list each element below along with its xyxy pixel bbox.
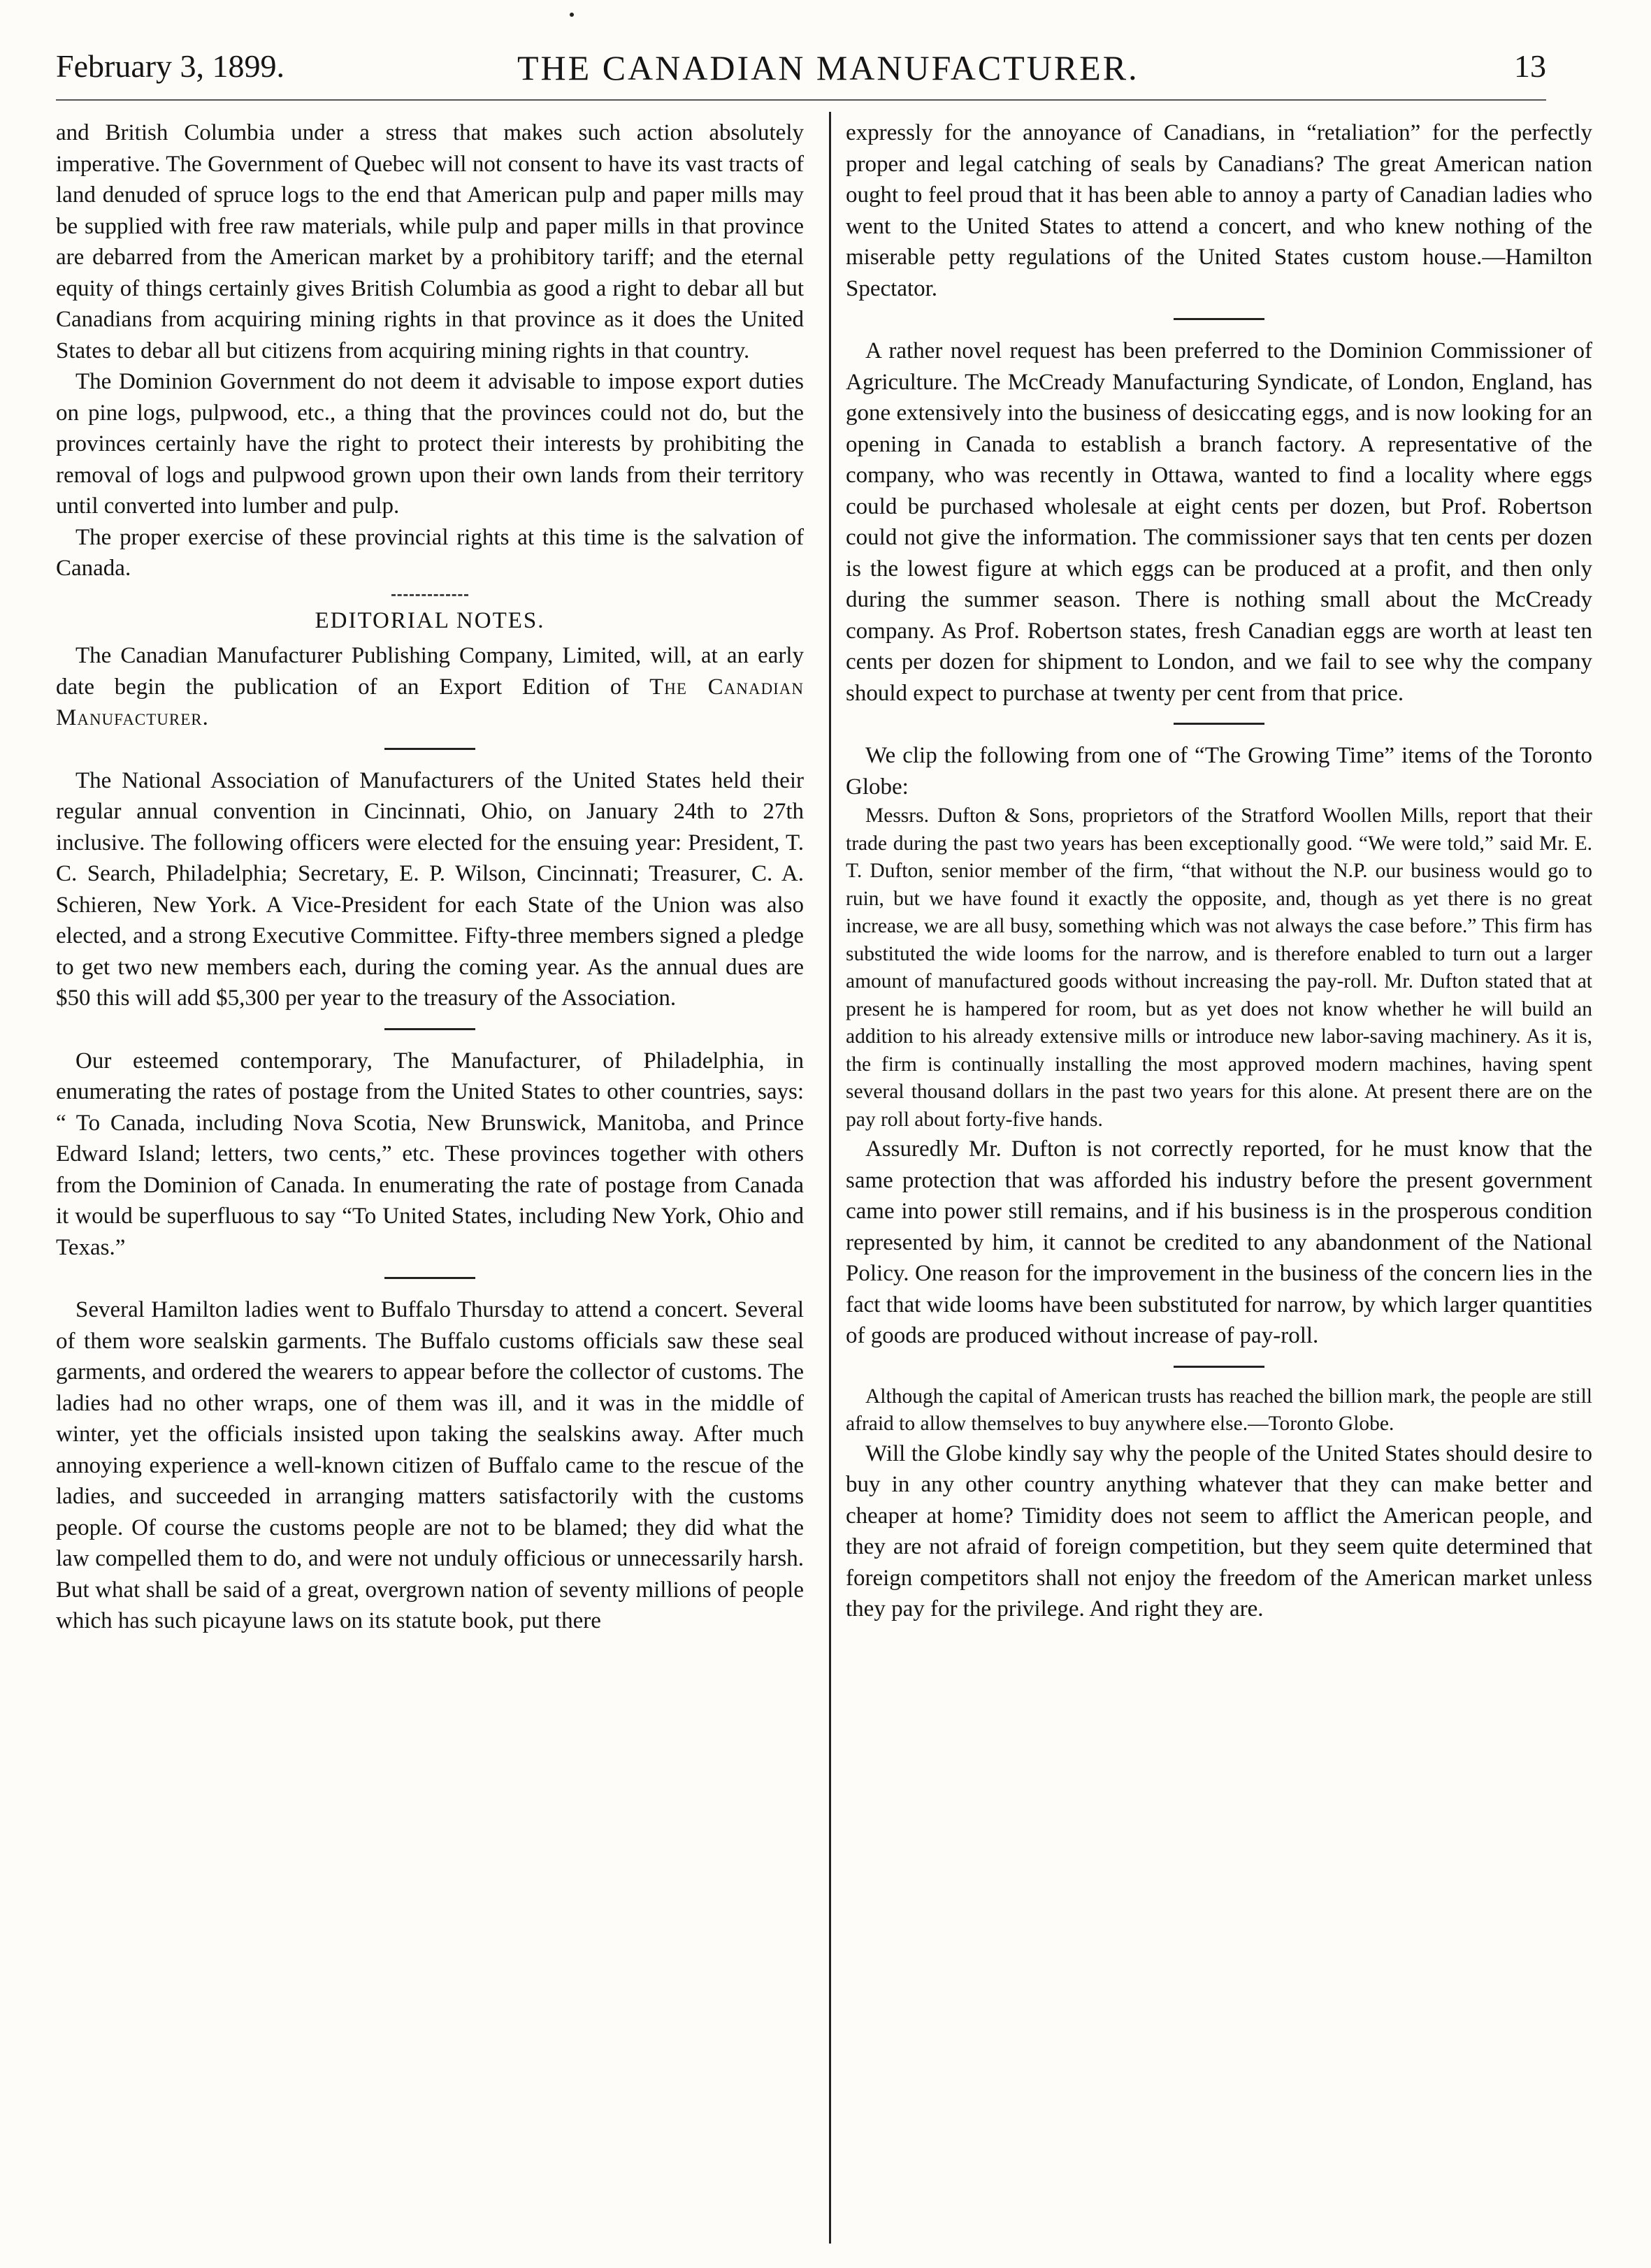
article-paragraph: A rather novel request has been preferred to the Dominion Commissioner of Agriculture. The McCready Manufacturing Syndicate, of London, England, has gone extensively into the business of desiccating eggs, and is now looking for an opening in Canada to establish a branch factory. A representative of the company, who was recently in Ottawa, wanted to find a locality where eggs could be purchased wholesale at eight cents per dozen, but Prof. Robertson could not give the information. The commissioner says that ten cents per dozen is the lowest figure at which eggs can be produced at a profit, and then only during the summer season. There is nothing small about the McCready company. As Prof. Robertson states, fresh Canadian eggs are worth at least ten cents per dozen for shipment to London, and we fail to see why the company should expect to purchase at twenty per cent from that price.	[846, 338, 1592, 706]
publication-name: The Canadian Manufacturer.	[56, 674, 804, 730]
section-separator	[391, 594, 468, 598]
section-heading: EDITORIAL NOTES.	[315, 607, 545, 633]
section-separator	[1174, 318, 1264, 320]
page-header	[56, 48, 1546, 96]
section-separator	[1174, 1366, 1264, 1368]
article-paragraph: The Dominion Government do not deem it advisable to impose export duties on pine logs, pulpwood, etc., a thing that the provinces could not do, but the provinces certainly have the right to protect their interests by prohibiting the removal of logs and pulpwood grown upon their own lands from their territory until converted into lumber and pulp.	[56, 369, 804, 519]
quoted-paragraph: Although the capital of American trusts has reached the billion mark, the people are still afraid to allow themselves to buy anywhere else.—Toronto Globe.	[846, 1385, 1592, 1435]
article-paragraph: The proper exercise of these provincial rights at this time is the salvation of Canada.	[56, 524, 804, 581]
article-paragraph: Our esteemed contemporary, The Manufacturer, of Philadelphia, in enumerating the rates of postage from the United States to other countries, says: “ To Canada, including Nova Scotia, New Brunswick, Manitoba, and Prince Edward Island; letters, two cents,” etc. These provinces together with others from the Dominion of Canada. In enumerating the rate of postage from Canada it would be superfluous to say “To United States, including New York, Ohio and Texas.”	[56, 1048, 804, 1260]
article-paragraph: Several Hamilton ladies went to Buffalo Thursday to attend a concert. Several of them wore sealskin garments. The Buffalo customs officials saw these seal garments, and ordered the wearers to appear before the collector of customs. The ladies had no other wraps, one of them was ill, and it was in the middle of winter, yet the officials insisted upon taking the sealskins away. After much annoying experience a well-known citizen of Buffalo came to the rescue of the ladies, and succeeded in arranging matters satisfactorily with the customs people. Of course the customs people are not to be blamed; they did what the law compelled them to do, and were not unduly officious or unnecessarily harsh. But what shall be said of a great, overgrown nation of seventy millions of people which has such picayune laws on its statute book, put there	[56, 1297, 804, 1633]
article-paragraph: expressly for the annoyance of Canadians, in “retaliation” for the perfectly proper and legal catching of seals by Canadians? The great American nation ought to feel proud that it has been able to annoy a party of Canadian ladies who went to the United States to attend a concert, and who knew nothing of the miserable petty regulations of the United States custom house.—Hamilton Spectator.	[846, 120, 1592, 301]
page-number: 13	[1514, 48, 1546, 84]
article-paragraph: We clip the following from one of “The Growing Time” items of the Toronto Globe:	[846, 743, 1592, 800]
left-column	[56, 117, 804, 1637]
section-separator	[384, 1028, 475, 1030]
article-paragraph: The National Association of Manufacturers of the United States held their regular annual convention in Cincinnati, Ohio, on January 24th to 27th inclusive. The following officers were elected for the ensuing year: President, T. C. Search, Philadelphia; Secretary, E. P. Wilson, Cincinnati; Treasurer, C. A. Schieren, New York. A Vice-President for each State of the Union was also elected, and a strong Executive Committee. Fifty-three members signed a pledge to get two new members each, during the coming year. As the annual dues are $50 this will add $5,300 per year to the treasury of the Association.	[56, 767, 804, 1011]
right-column	[846, 117, 1592, 1625]
column-divider	[829, 112, 831, 2244]
article-paragraph: Assuredly Mr. Dufton is not correctly reported, for he must know that the same protection that was afforded his industry before the present government came into power still remains, and if his business is in the prosperous condition represented by him, it cannot be credited to any abandonment of the National Policy. One reason for the improvement in the business of the concern lies in the fact that wide looms have been substituted for narrow, by which larger quantities of goods are produced without increase of pay-roll.	[846, 1136, 1592, 1348]
publication-title: THE CANADIAN MANUFACTURER.	[517, 48, 1139, 87]
section-separator	[384, 748, 475, 750]
article-paragraph: and British Columbia under a stress that makes such action absolutely imperative. The Government of Quebec will not consent to have its vast tracts of land denuded of spruce logs to the end that American pulp and paper mills may be supplied with free raw materials, while pulp and paper mills in that province are debarred from the American market by a prohibitory tariff; and the eternal equity of things certainly gives British Columbia as good a right to debar all but Canadians from acquiring mining rights in that province as it does the United States to debar all but citizens from acquiring mining rights in that country.	[56, 120, 804, 363]
article-paragraph: Will the Globe kindly say why the people of the United States should desire to buy in any other country anything whatever that they can make better and cheaper at home? Timidity does not seem to afflict the American people, and they are not afraid of foreign competition, but they seem quite determined that foreign competitors shall not enjoy the freedom of the American market unless they pay for the privilege. And right they are.	[846, 1440, 1592, 1621]
print-dot	[570, 13, 574, 17]
header-date: February 3, 1899.	[56, 48, 285, 84]
article-paragraph	[56, 640, 804, 734]
section-separator	[1174, 723, 1264, 725]
section-separator	[384, 1277, 475, 1279]
quoted-paragraph: Messrs. Dufton & Sons, proprietors of the Stratford Woollen Mills, report that their trade during the past two years has been exceptionally good. “We were told,” said Mr. E. T. Dufton, senior member of the firm, “that without the N.P. our business would go to ruin, but we have found it exactly the opposite, and, though as yet there is no great increase, we are all busy, something which was not always the case before.” This firm has substituted the wide looms for the narrow, and is therefore enabled to turn out a larger amount of manufactured goods without increasing the pay-roll. Mr. Dufton stated that at present he is hampered for room, but as yet does not know whether he will build an addition to his already extensive mills or introduce new labor-saving machinery. As it is, the firm is continually installing the most approved modern machines, having spent several thousand dollars in the past two years for this alone. At present there are on the pay roll about forty-five hands.	[846, 804, 1592, 1131]
header-rule	[56, 99, 1546, 101]
paragraph-text: The Canadian Manufacturer Publishing Company, Limited, will, at an early date begin the publication of an Export Edition of	[56, 643, 804, 700]
